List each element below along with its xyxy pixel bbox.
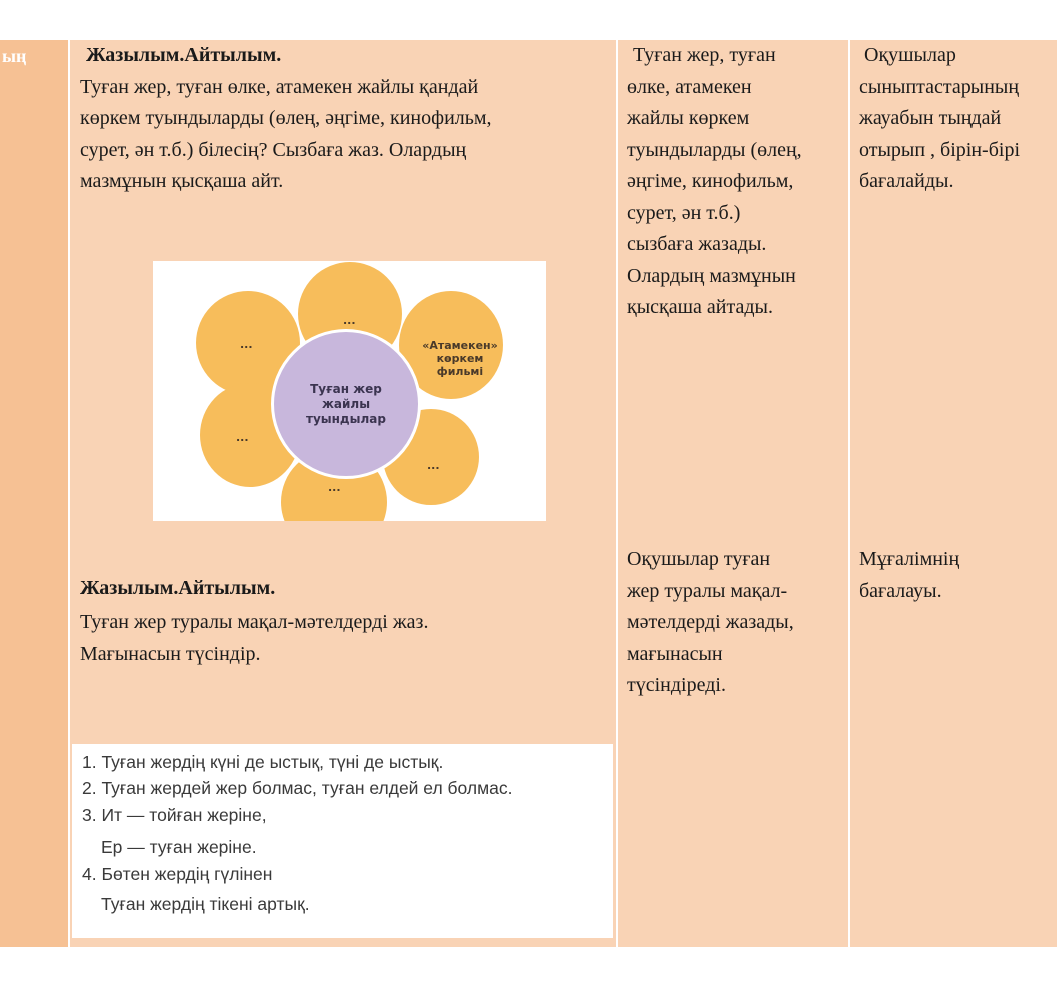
proverbs-box (72, 744, 613, 938)
proverb-line: 4. Бөтен жердің гүлінен (82, 864, 273, 884)
assessment1-line: жауабын тыңдай (859, 107, 1002, 129)
activity2-line: түсіндіреді. (627, 674, 726, 696)
petal-top: ... (298, 262, 402, 366)
task2-heading: Жазылым.Айтылым. (80, 577, 276, 599)
left-edge-column (0, 40, 68, 947)
proverb-line: 1. Туған жердің күні де ыстық, түні де ыстық. (82, 752, 444, 772)
assessment1-line: отырып , бірін-бірі (859, 139, 1020, 161)
activity1-line: сызбаға жазады. (627, 233, 767, 255)
task2-line: Туған жер туралы мақал-мәтелдерді жаз. (80, 611, 429, 633)
petal-left: ... (200, 383, 300, 487)
proverb-line: 3. Ит — тойған жеріне, (82, 805, 267, 825)
assessment1-line: сыныптастарының (859, 76, 1020, 98)
activity1-line: Туған жер, туған (633, 44, 776, 66)
activity1-line: әңгіме, кинофильм, (627, 170, 794, 192)
petal-right-line1: «Атамекен» (422, 339, 498, 352)
proverb-line: 2. Туған жердей жер болмас, туған елдей ел болмас. (82, 778, 513, 798)
activity1-line: қысқаша айтады. (627, 296, 773, 318)
petal-bottom-right: ... (383, 409, 479, 505)
left-edge-fragment: ың (2, 46, 27, 66)
petal-bottom: ... (281, 449, 387, 521)
petal-right-line2: көркем фильмі (436, 352, 484, 378)
task1-line: мазмұнын қысқаша айт. (80, 170, 284, 192)
diagram-center-circle (271, 329, 421, 479)
activity1-line: жайлы көркем (627, 107, 750, 129)
activity2-line: Оқушылар туған (627, 548, 771, 570)
task1-line: сурет, ән т.б.) білесің? Сызбаға жаз. Олардың (80, 139, 467, 161)
assessment2-line: бағалауы. (859, 580, 942, 602)
assessment1-line: Оқушылар (864, 44, 956, 66)
task1-line: көркем туындыларды (өлең, әңгіме, кинофильм, (80, 107, 492, 129)
task2-line: Мағынасын түсіндір. (80, 643, 261, 665)
task1-heading: Жазылым.Айтылым. (86, 44, 282, 66)
assessment1-line: бағалайды. (859, 170, 954, 192)
proverb-line: Ер — туған жеріне. (101, 837, 257, 857)
activity2-line: жер туралы мақал- (627, 580, 788, 602)
proverb-line: Туған жердің тікені артық. (101, 894, 310, 914)
activity2-line: мағынасын (627, 643, 723, 665)
activity1-line: туындыларды (өлең, (627, 139, 802, 161)
activity2-line: мәтелдерді жазады, (627, 611, 794, 633)
diagram-center-label: Туған жер жайлы туындылар (306, 381, 386, 426)
activity1-line: өлке, атамекен (627, 76, 752, 98)
task1-line: Туған жер, туған өлке, атамекен жайлы қандай (80, 76, 479, 98)
activity1-line: сурет, ән т.б.) (627, 202, 741, 224)
petal-top-left: ... (196, 291, 300, 395)
cluster-diagram (153, 261, 546, 521)
activity1-line: Олардың мазмұнын (627, 265, 796, 287)
assessment2-line: Мұғалімнің (859, 548, 960, 570)
